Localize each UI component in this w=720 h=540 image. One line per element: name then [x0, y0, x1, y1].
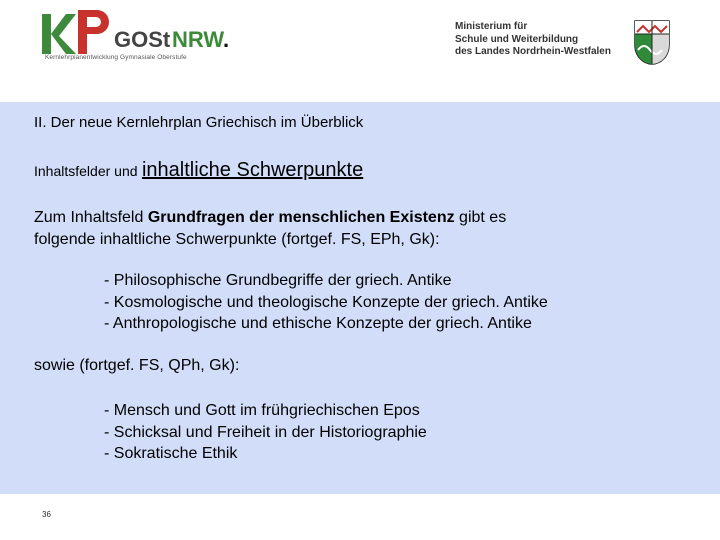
section-subtitle — [34, 159, 363, 182]
logo-subtitle: Kernlehrplanentwicklung Gymnasiale Oberstufe — [45, 54, 187, 61]
ministry-line: Schule und Weiterbildung — [455, 33, 579, 45]
ministry-line: des Landes Nordrhein-Westfalen — [455, 46, 611, 57]
intro-text: gibt es — [459, 209, 507, 226]
sowie-line: sowie (fortgef. FS, QPh, Gk): — [34, 357, 240, 374]
focus-list-qph — [104, 400, 427, 465]
intro-line: folgende inhaltliche Schwerpunkte (fortgef. FS, EPh, Gk): — [34, 231, 440, 248]
svg-text:GOSt: GOSt — [114, 27, 171, 52]
ministry-name — [455, 21, 611, 59]
intro-text: Zum Inhaltsfeld — [34, 209, 144, 226]
subtitle-small: Inhaltsfelder und — [34, 163, 138, 179]
page-number: 36 — [42, 510, 51, 519]
list-item: - Sokratische Ethik — [104, 445, 238, 462]
nrw-coat-of-arms-icon — [634, 20, 670, 66]
ministry-line: Ministerium für — [455, 21, 528, 32]
focus-list-eph — [104, 270, 548, 335]
svg-text:.: . — [223, 27, 230, 52]
intro-paragraph — [34, 207, 506, 251]
list-item: - Anthropologische und ethische Konzepte der griech. Antike — [104, 315, 532, 332]
list-item: - Schicksal und Freiheit in der Historiographie — [104, 423, 427, 441]
list-item: - Philosophische Grundbegriffe der griech. Antike — [104, 272, 452, 289]
slide-title: II. Der neue Kernlehrplan Griechisch im Überblick — [34, 114, 364, 131]
subtitle-emphasis: inhaltliche Schwerpunkte — [141, 159, 364, 181]
intro-bold-text: Grundfragen der menschlichen Existenz — [147, 209, 455, 226]
header — [0, 0, 720, 102]
list-item: - Mensch und Gott im frühgriechischen Epos — [104, 402, 420, 419]
list-item: - Kosmologische und theologische Konzepte der griech. Antike — [104, 293, 548, 311]
svg-text:NRW: NRW — [172, 27, 225, 52]
